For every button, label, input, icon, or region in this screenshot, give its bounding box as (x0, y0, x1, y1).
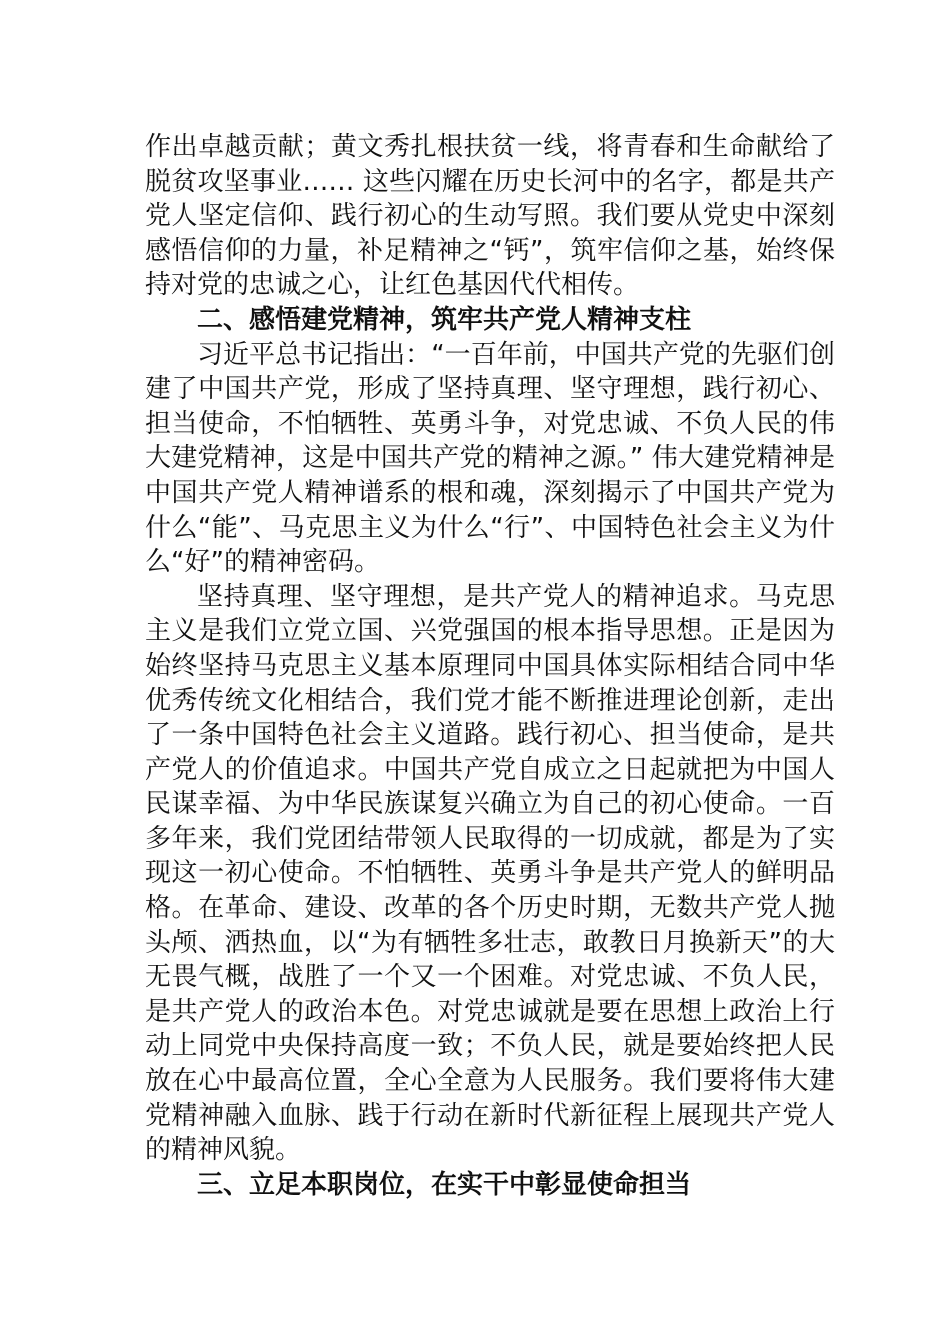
paragraph-spirit-details: 坚持真理、坚守理想，是共产党人的精神追求。马克思主义是我们立党立国、兴党强国的根本指导思想。正是因为始终坚持马克思主义基本原理同中国具体实际相结合同中华优秀传统文化相结合，我们党才能不断推进理论创新，走出了一条中国特色社会主义道路。践行初心、担当使命，是共产党人的价值追求。中国共产党自成立之日起就把为中国人民谋幸福、为中华民族谋复兴确立为自己的初心使命。一百多年来，我们党团结带领人民取得的一切成就，都是为了实现这一初心使命。不怕牺牲、英勇斗争是共产党人的鲜明品格。在革命、建设、改革的各个历史时期，无数共产党人抛头颅、洒热血，以“为有牺牲多壮志，敢教日月换新天”的大无畏气概，战胜了一个又一个困难。对党忠诚、不负人民，是共产党人的政治本色。对党忠诚就是要在思想上政治上行动上同党中央保持高度一致；不负人民，就是要始终把人民放在心中最高位置，全心全意为人民服务。我们要将伟大建党精神融入血脉、践于行动在新时代新征程上展现共产党人的精神风貌。 (145, 581, 835, 1166)
section-heading-three: 三、立足本职岗位，在实干中彰显使命担当 (197, 1169, 692, 1200)
paragraph-intro-continued: 作出卓越贡献；黄文秀扎根扶贫一线，将青春和生命献给了脱贫攻坚事业…… 这些闪耀在历史长河中的名字，都是共产党人坚定信仰、践行初心的生动写照。我们要从党史中深刻感悟信仰的力量，补足精神之“钙”，筑牢信仰之基，始终保持对党的忠诚之心，让红色基因代代相传。 (145, 132, 835, 301)
paragraph-quote: 习近平总书记指出：“一百年前，中国共产党的先驱们创建了中国共产党，形成了坚持真理、坚守理想，践行初心、担当使命，不怕牺牲、英勇斗争，对党忠诚、不负人民的伟大建党精神，这是中国共产党的精神之源。” 伟大建党精神是中国共产党人精神谱系的根和魂，深刻揭示了中国共产党为什么“能”、马克思主义为什么“行”、中国特色社会主义为什么“好”的精神密码。 (145, 339, 835, 578)
document-body (145, 130, 835, 1202)
section-heading-two: 二、感悟建党精神，筑牢共产党人精神支柱 (197, 304, 692, 335)
